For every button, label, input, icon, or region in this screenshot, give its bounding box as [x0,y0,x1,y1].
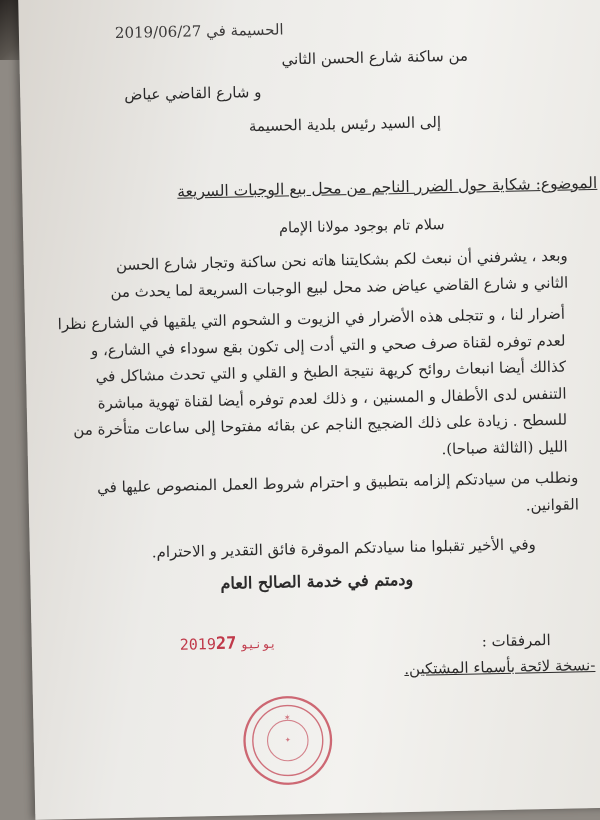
letter-date: الحسيمة في 2019/06/27 [114,20,284,42]
svg-text:✶: ✶ [283,712,291,723]
body-paragraph-2: أضرار لنا ، و تتجلى هذه الأضرار في الزيوت و الشحوم التي يلقيها في الشارع نظرا لعدم توفره لقناة صرف صحي و التي أدت إلى تكون بقع سوداء في الشارع، و كذالك أيضا انبعاث روائح كريهة نتيجة الطبخ و القلي و التي تحدث مشاكل في التنفس لدى الأطفال و المسنين ، و ذلك لعدم توفره أيضا لقناة تهوية مباشرة للسطح . زيادة على ذلك الضجيج الناجم عن بقائه مفتوحا إلى ساعات متأخرة من الليل (الثالثة صباحا). [57,304,568,458]
attachments-label: المرفقات : [481,630,551,651]
recipient-line: إلى السيد رئيس بلدية الحسيمة [248,113,442,136]
received-date-stamp [180,633,281,655]
body-paragraph-3: ونطلب من سيادتكم إلزامه بتطبيق و احترام شروط العمل المنصوص عليها في القوانين. [96,468,580,514]
body-paragraph-1: وبعد ، يشرفني أن نبعث لكم بشكايتنا هاته نحن ساكنة وتجار شارع الحسن الثاني و شارع القاضي عياض ضد محل لبيع الوجبات السريعة لما يحدث من [110,246,569,301]
sender-line-2: و شارع القاضي عياض [124,82,262,104]
salutation: سلام تام بوجود مولانا الإمام [278,217,445,237]
attachment-item: -نسخة لائحة بأسماء المشتكين. [404,656,596,679]
letter-page [18,0,600,820]
closing-line: وفي الأخير تقبلوا منا سيادتكم الموقرة فائق التقدير و الاحترام. [151,535,536,562]
sender-line-1: من ساكنة شارع الحسن الثاني [281,46,469,69]
stamp-day: 27 [215,633,237,654]
signoff-line: ودمتم في خدمة الصالح العام [220,569,414,593]
official-seal-icon [241,694,335,788]
stamp-month: يونيو [240,636,277,652]
stamp-year: 2019 [179,635,217,654]
svg-text:✦: ✦ [284,735,291,745]
letter-subject: الموضوع: شكاية حول الضرر الناجم من محل بيع الوجبات السريعة [177,173,598,201]
